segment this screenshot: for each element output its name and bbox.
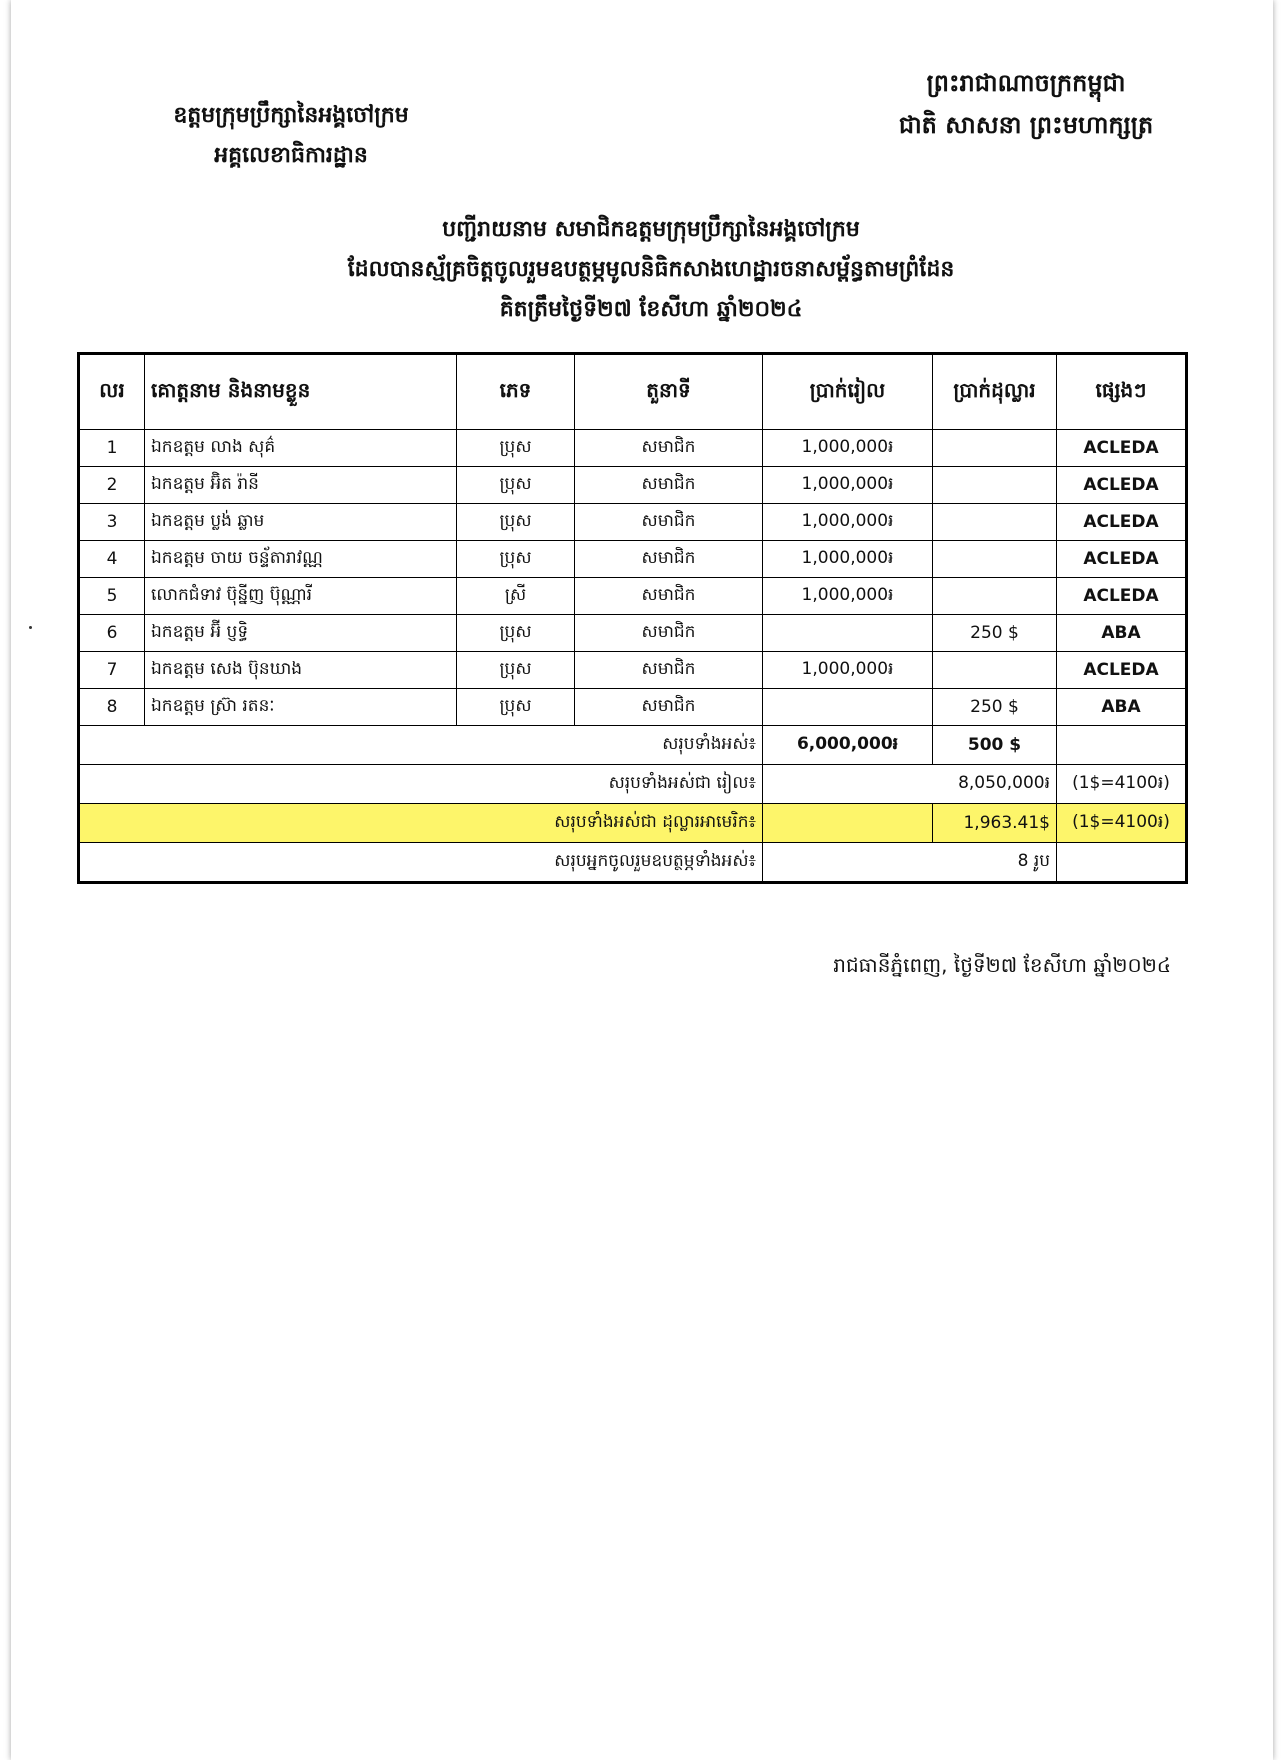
cell-no: 5 (79, 578, 145, 615)
table-row (79, 615, 1187, 652)
cell-name: ឯកឧត្តម ប្លង់ ឆ្លាម (145, 504, 457, 541)
total-in-usd-row (79, 804, 1187, 843)
table-row (79, 504, 1187, 541)
cell-riel: 1,000,000៛ (763, 578, 933, 615)
cell-sex: ប្រុស (457, 504, 575, 541)
document-page (11, 0, 1273, 1760)
cell-name: ឯកឧត្តម លាង សុគ៌ (145, 430, 457, 467)
table-row (79, 430, 1187, 467)
total-riel: 6,000,000៛ (763, 726, 933, 765)
total-people-row (79, 843, 1187, 883)
cell-sex: ប្រុស (457, 430, 575, 467)
cell-bank: ABA (1057, 689, 1187, 726)
total-in-riel-row (79, 765, 1187, 804)
cell-no: 3 (79, 504, 145, 541)
cell-bank: ACLEDA (1057, 504, 1187, 541)
title-line-2: ដែលបានស្ម័គ្រចិត្តចូលរួមឧបត្ថម្ភមូលនិធិកសាងហេដ្ឋារចនាសម្ព័ន្ធតាមព្រំដែន (347, 257, 955, 282)
cell-bank: ACLEDA (1057, 578, 1187, 615)
cell-sex: ប្រុស (457, 467, 575, 504)
cell-role: សមាជិក (575, 541, 763, 578)
document-title (161, 210, 1141, 330)
total-in-usd-value: 1,963.41$ (933, 804, 1057, 843)
cell-no: 6 (79, 615, 145, 652)
total-in-riel-rate: (1$=4100៛) (1057, 765, 1187, 804)
cell-sex: ប្រុស (457, 541, 575, 578)
total-people-label: សរុបអ្នកចូលរួមឧបត្ថម្ភទាំងអស់៖ (79, 843, 763, 883)
total-row (79, 726, 1187, 765)
cell-role: សមាជិក (575, 430, 763, 467)
cell-name: ឯកឧត្តម ចាយ ចន្ទ័តារាវណ្ណ (145, 541, 457, 578)
cell-sex: ប្រុស (457, 652, 575, 689)
cell-no: 8 (79, 689, 145, 726)
cell-sex: ស្រី (457, 578, 575, 615)
cell-name: ឯកឧត្តម ស្រ៊ា រតនៈ (145, 689, 457, 726)
cell-bank: ACLEDA (1057, 652, 1187, 689)
cell-bank: ACLEDA (1057, 430, 1187, 467)
cell-name: លោកជំទាវ ប៊ុន្នីញ ប៊ុណ្ណារី (145, 578, 457, 615)
place-and-date: រាជធានីភ្នំពេញ, ថ្ងៃទី២៧ ខែសីហា ឆ្នាំ២០២៤ (833, 953, 1171, 977)
col-header-sex: ភេទ (457, 354, 575, 430)
total-in-usd-label: សរុបទាំងអស់ជា ដុល្លារអាមេរិក៖ (79, 804, 763, 843)
cell-role: សមាជិក (575, 504, 763, 541)
table-header-row (79, 354, 1187, 430)
cell-no: 1 (79, 430, 145, 467)
table-row (79, 467, 1187, 504)
col-header-other: ផ្សេងៗ (1057, 354, 1187, 430)
cell-usd (933, 467, 1057, 504)
title-line-3: គិតត្រឹមថ្ងៃទី២៧ ខែសីហា ឆ្នាំ២០២៤ (499, 297, 803, 322)
cell-usd: 250 $ (933, 689, 1057, 726)
cell-bank: ACLEDA (1057, 467, 1187, 504)
cell-name: ឯកឧត្តម អ៊ី ប្ញទ្ធិ (145, 615, 457, 652)
kingdom-line-1: ព្រះរាជាណាចក្រកម្ពុជា (926, 69, 1126, 97)
cell-usd (933, 430, 1057, 467)
kingdom-motto (871, 62, 1181, 146)
cell-sex: ប្រុស (457, 615, 575, 652)
table-row (79, 578, 1187, 615)
cell-sex: ប្រុស (457, 689, 575, 726)
cell-riel: 1,000,000៛ (763, 430, 933, 467)
donor-table (77, 352, 1188, 884)
cell-riel: 1,000,000៛ (763, 504, 933, 541)
office-line-1: ឧត្តមក្រុមប្រឹក្សានៃអង្គចៅក្រម (173, 103, 409, 128)
cell-bank: ABA (1057, 615, 1187, 652)
total-label: សរុបទាំងអស់៖ (79, 726, 763, 765)
total-in-usd-rate: (1$=4100៛) (1057, 804, 1187, 843)
office-line-2: អគ្គលេខាធិការដ្ឋាន (214, 143, 368, 168)
total-in-usd-blank (763, 804, 933, 843)
cell-usd: 250 $ (933, 615, 1057, 652)
total-people-value: 8 រូប (763, 843, 1057, 883)
cell-riel (763, 689, 933, 726)
col-header-no: លរ (79, 354, 145, 430)
total-blank (1057, 726, 1187, 765)
cell-usd (933, 578, 1057, 615)
cell-usd (933, 504, 1057, 541)
col-header-usd: ប្រាក់ដុល្លារ (933, 354, 1057, 430)
total-people-blank (1057, 843, 1187, 883)
kingdom-line-2: ជាតិ សាសនា ព្រះមហាក្សត្រ (898, 111, 1154, 139)
cell-no: 4 (79, 541, 145, 578)
total-in-riel-value: 8,050,000៛ (763, 765, 1057, 804)
cell-role: សមាជិក (575, 578, 763, 615)
cell-name: ឯកឧត្តម សេង ប៊ុនឃាង (145, 652, 457, 689)
cell-role: សមាជិក (575, 467, 763, 504)
total-usd: 500 $ (933, 726, 1057, 765)
cell-riel: 1,000,000៛ (763, 652, 933, 689)
col-header-riel: ប្រាក់រៀល (763, 354, 933, 430)
cell-role: សមាជិក (575, 615, 763, 652)
total-in-riel-label: សរុបទាំងអស់ជា រៀល៖ (79, 765, 763, 804)
cell-name: ឯកឧត្តម អ៊ិត រ៉ានី (145, 467, 457, 504)
title-line-1: បញ្ជីរាយនាម សមាជិកឧត្តមក្រុមប្រឹក្សានៃអង្គចៅក្រម (442, 217, 860, 242)
col-header-name: គោត្តនាម និងនាមខ្លួន (145, 354, 457, 430)
cell-no: 7 (79, 652, 145, 689)
table-row (79, 652, 1187, 689)
cell-usd (933, 652, 1057, 689)
cell-bank: ACLEDA (1057, 541, 1187, 578)
cell-role: សមាជិក (575, 689, 763, 726)
cell-riel: 1,000,000៛ (763, 467, 933, 504)
cell-riel: 1,000,000៛ (763, 541, 933, 578)
col-header-role: តួនាទី (575, 354, 763, 430)
table-row (79, 689, 1187, 726)
scan-speck (29, 626, 32, 629)
cell-riel (763, 615, 933, 652)
issuing-office (131, 96, 451, 176)
cell-no: 2 (79, 467, 145, 504)
cell-role: សមាជិក (575, 652, 763, 689)
cell-usd (933, 541, 1057, 578)
table-row (79, 541, 1187, 578)
